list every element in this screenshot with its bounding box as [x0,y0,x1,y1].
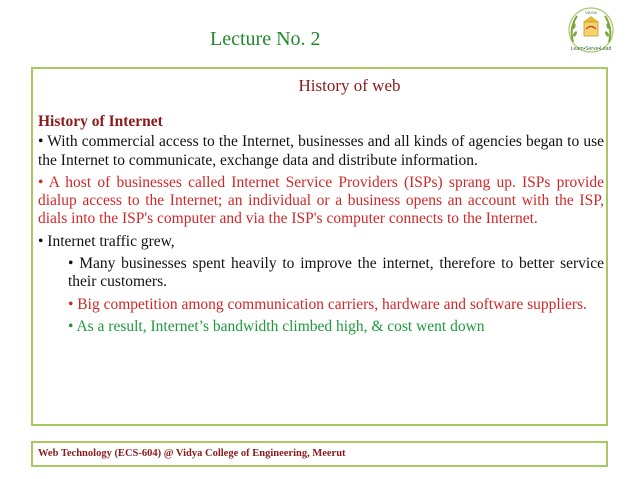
college-logo [553,4,629,64]
logo-emblem-icon [553,4,629,64]
sub-bullet-competition: • Big competition among communication carriers, hardware and software suppliers. [68,295,587,313]
content-box [31,67,608,426]
bullet-isps: • A host of businesses called Internet Service Providers (ISPs) sprang up. ISPs provide dialup access to the Internet; an individual or a business opens an account with the ISP, dials into the ISP's computer and via the ISP's computer connects to the Internet. [38,173,604,228]
svg-text:Learn•Serve•Lead: Learn•Serve•Lead [570,46,612,52]
sub-bullet-businesses: • Many businesses spent heavily to improve the internet, therefore to better service their customers. [68,255,604,291]
sub-bullet-bandwidth: • As a result, Internet’s bandwidth climbed high, & cost went down [68,317,485,335]
footer-box [31,441,608,467]
section-heading: History of Internet [38,113,163,130]
footer-text: Web Technology (ECS-604) @ Vidya College of Engineering, Meerut [38,448,346,459]
svg-text:VIDYA: VIDYA [585,10,597,15]
slide-title: History of web [298,76,401,95]
bullet-commercial-access: • With commercial access to the Internet, businesses and all kinds of agencies began to use the Internet to communicate, exchange data and distribute information. [38,133,604,169]
slide-body [38,113,604,340]
lecture-title: Lecture No. 2 [210,28,321,50]
bullet-traffic-grew: • Internet traffic grew, [38,232,175,250]
